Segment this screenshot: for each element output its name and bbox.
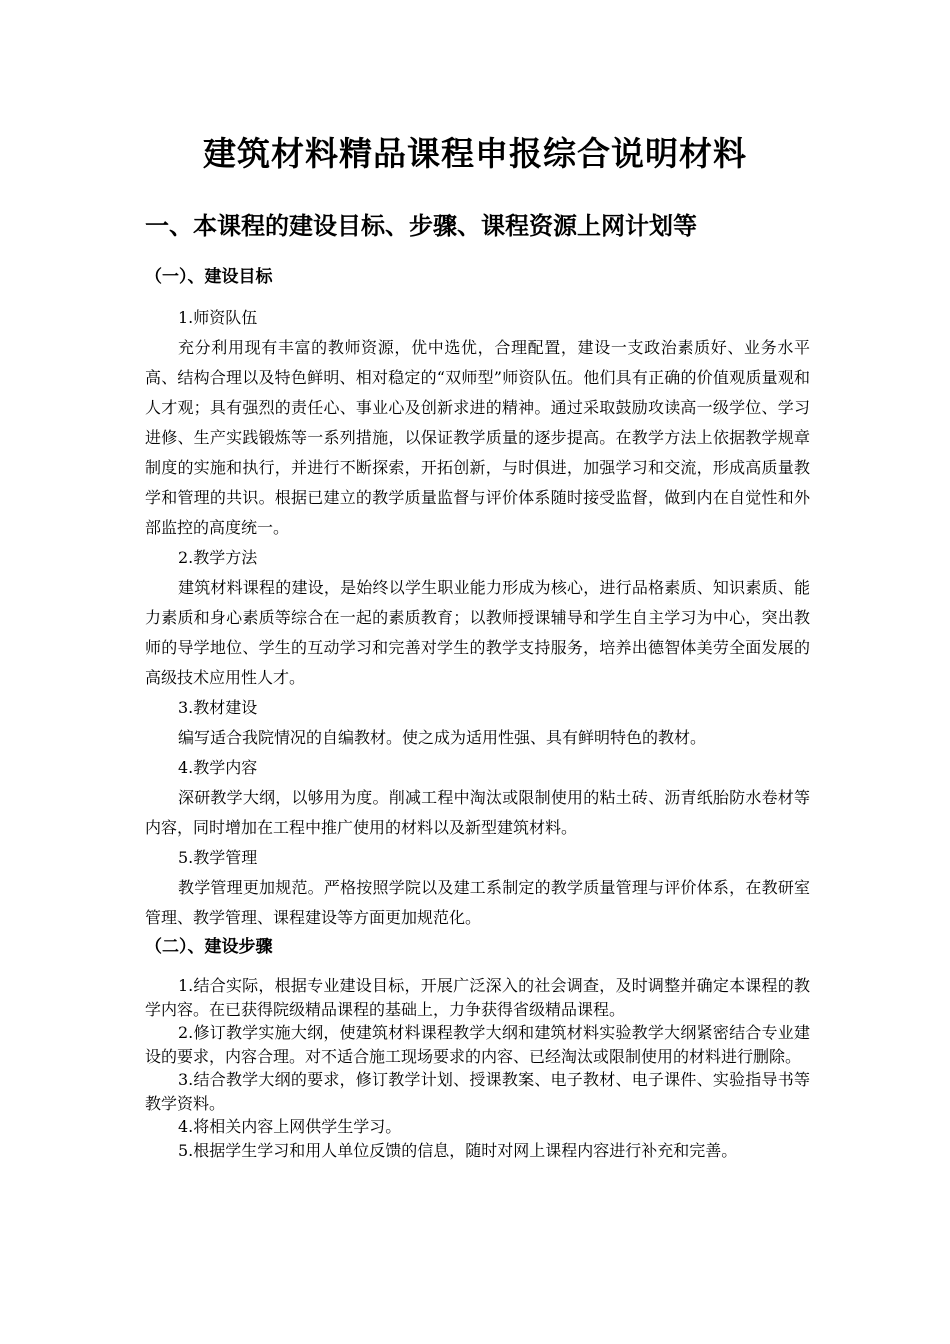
goals-body bbox=[145, 303, 810, 933]
goal-text-faculty: 充分利用现有丰富的教师资源，优中选优，合理配置，建设一支政治素质好、业务水平高、结构合理以及特色鲜明、相对稳定的“双师型”师资队伍。他们具有正确的价值观质量观和人才观；具有强烈的责任心、事业心及创新求进的精神。通过采取鼓励攻读高一级学位、学习进修、生产实践锻炼等一系列措施，以保证教学质量的逐步提高。在教学方法上依据教学规章制度的实施和执行，并进行不断探索，开拓创新，与时俱进，加强学习和交流，形成高质量教学和管理的共识。根据已建立的教学质量监督与评价体系随时接受监督，做到内在自觉性和外部监控的高度统一。 bbox=[145, 338, 810, 537]
goal-text-content: 深研教学大纲，以够用为度。削减工程中淘汰或限制使用的粘土砖、沥青纸胎防水卷材等内容，同时增加在工程中推广使用的材料以及新型建筑材料。 bbox=[145, 788, 810, 837]
step-item-4: 4.将相关内容上网供学生学习。 bbox=[178, 1117, 402, 1136]
goal-text-textbook: 编写适合我院情况的自编教材。使之成为适用性强、具有鲜明特色的教材。 bbox=[178, 728, 707, 747]
step-item-1: 1.结合实际，根据专业建设目标，开展广泛深入的社会调查，及时调整并确定本课程的教学内容。在已获得院级精品课程的基础上，力争获得省级精品课程。 bbox=[145, 976, 810, 1019]
step-item-2: 2.修订教学实施大纲，使建筑材料课程教学大纲和建筑材料实验教学大纲紧密结合专业建设的要求，内容合理。对不适合施工现场要求的内容、已经淘汰或限制使用的材料进行删除。 bbox=[145, 1023, 810, 1066]
goal-label-content: 4.教学内容 bbox=[178, 758, 258, 777]
section-heading-1: 一、本课程的建设目标、步骤、课程资源上网计划等 bbox=[145, 211, 697, 240]
goal-label-teaching-method: 2.教学方法 bbox=[178, 548, 258, 567]
goal-label-faculty: 1.师资队伍 bbox=[178, 308, 258, 327]
step-item-5: 5.根据学生学习和用人单位反馈的信息，随时对网上课程内容进行补充和完善。 bbox=[178, 1140, 738, 1160]
goal-label-textbook: 3.教材建设 bbox=[178, 698, 258, 717]
document-title: 建筑材料精品课程申报综合说明材料 bbox=[203, 134, 747, 173]
goal-label-management: 5.教学管理 bbox=[178, 848, 258, 867]
subsection-heading-goals: （一）、建设目标 bbox=[145, 267, 273, 287]
step-item-3: 3.结合教学大纲的要求，修订教学计划、授课教案、电子教材、电子课件、实验指导书等教学资料。 bbox=[145, 1070, 810, 1113]
subsection-heading-steps: （二）、建设步骤 bbox=[145, 937, 273, 957]
goal-text-management: 教学管理更加规范。严格按照学院以及建工系制定的教学质量管理与评价体系，在教研室管理、教学管理、课程建设等方面更加规范化。 bbox=[145, 878, 810, 927]
steps-body bbox=[145, 974, 810, 1162]
goal-text-teaching-method: 建筑材料课程的建设，是始终以学生职业能力形成为核心，进行品格素质、知识素质、能力素质和身心素质等综合在一起的素质教育；以教师授课辅导和学生自主学习为中心，突出教师的导学地位、学生的互动学习和完善对学生的教学支持服务，培养出德智体美劳全面发展的高级技术应用性人才。 bbox=[145, 578, 810, 687]
